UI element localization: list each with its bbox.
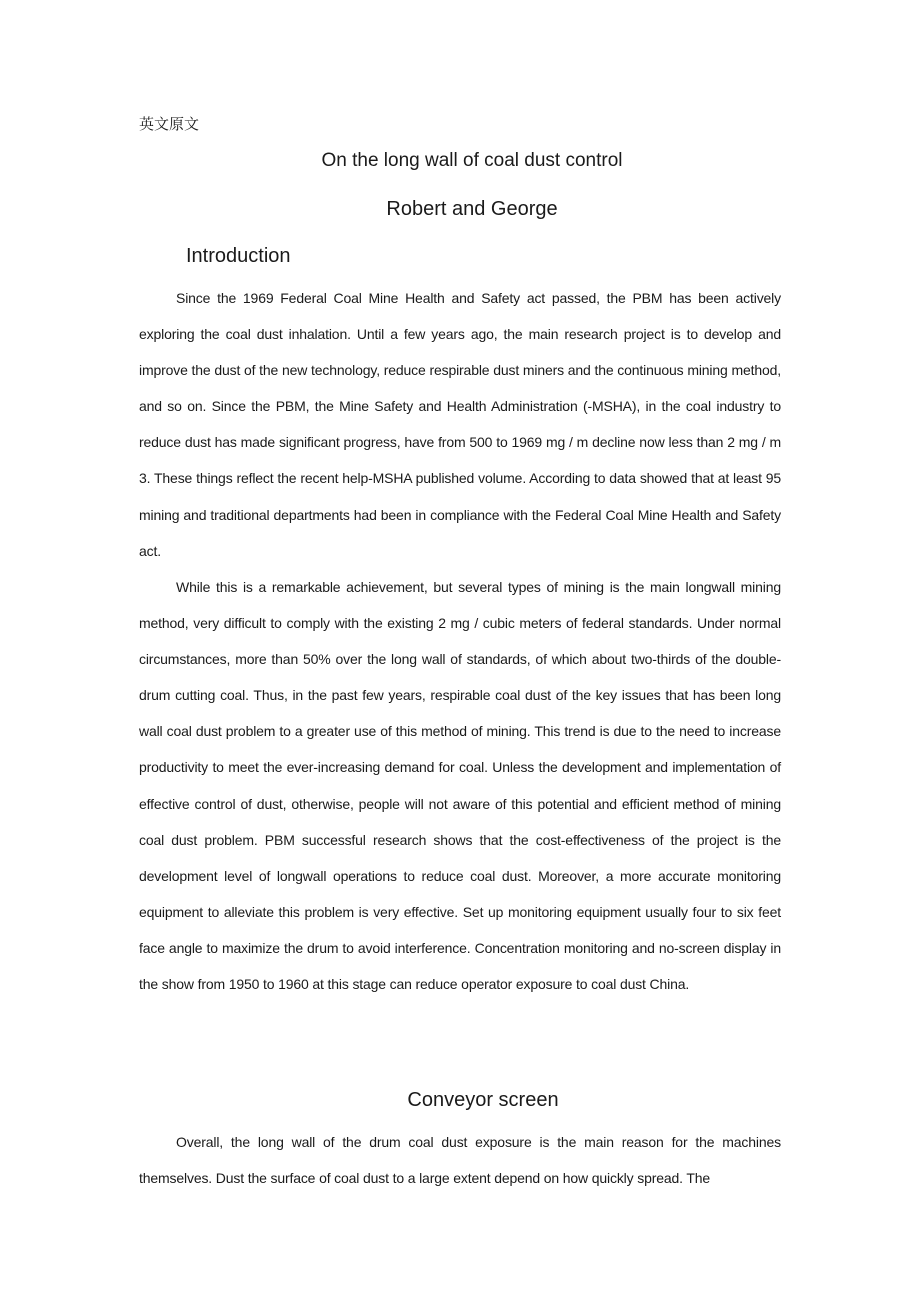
document-authors: Robert and George — [386, 198, 558, 220]
document-title: On the long wall of coal dust control — [321, 150, 623, 171]
paragraph: While this is a remarkable achievement, but several types of mining is the main longwall mining method, very difficult to comply with the existing 2 mg / cubic meters of federal standards. Under normal circumstances, more than 50% over the long wall of standards, of which about two-thirds of the double-drum cutting coal. Thus, in the past few years, respirable coal dust of the key issues that has been long wall coal dust problem to a greater use of this method of mining. This trend is due to the need to increase productivity to meet the ever-increasing demand for coal. Unless the development and implementation of effective control of dust, otherwise, people will not aware of this potential and efficient method of mining coal dust problem. PBM successful research shows that the cost-effectiveness of the project is the development level of longwall operations to reduce coal dust. Moreover, a more accurate monitoring equipment to alleviate this problem is very effective. Set up monitoring equipment usually four to six feet face angle to maximize the drum to avoid interference. Concentration monitoring and no-screen display in the show from 1950 to 1960 at this stage can reduce operator exposure to coal dust China. — [139, 579, 781, 993]
document-label: 英文原文 — [139, 115, 200, 133]
section-heading-conveyor-screen: Conveyor screen — [407, 1089, 559, 1111]
section-heading-introduction: Introduction — [186, 245, 291, 267]
paragraph: Overall, the long wall of the drum coal dust exposure is the main reason for the machines themselves. Dust the surface of coal dust to a large extent depend on how quickly spread. The — [139, 1134, 781, 1187]
paragraph: Since the 1969 Federal Coal Mine Health and Safety act passed, the PBM has been actively exploring the coal dust inhalation. Until a few years ago, the main research project is to develop and improve the dust of the new technology, reduce respirable dust miners and the continuous mining method, and so on. Since the PBM, the Mine Safety and Health Administration (-MSHA), in the coal industry to reduce dust has made significant progress, have from 500 to 1969 mg / m decline now less than 2 mg / m 3. These things reflect the recent help-MSHA published volume. According to data showed that at least 95 mining and traditional departments had been in compliance with the Federal Coal Mine Health and Safety act. — [139, 290, 781, 559]
